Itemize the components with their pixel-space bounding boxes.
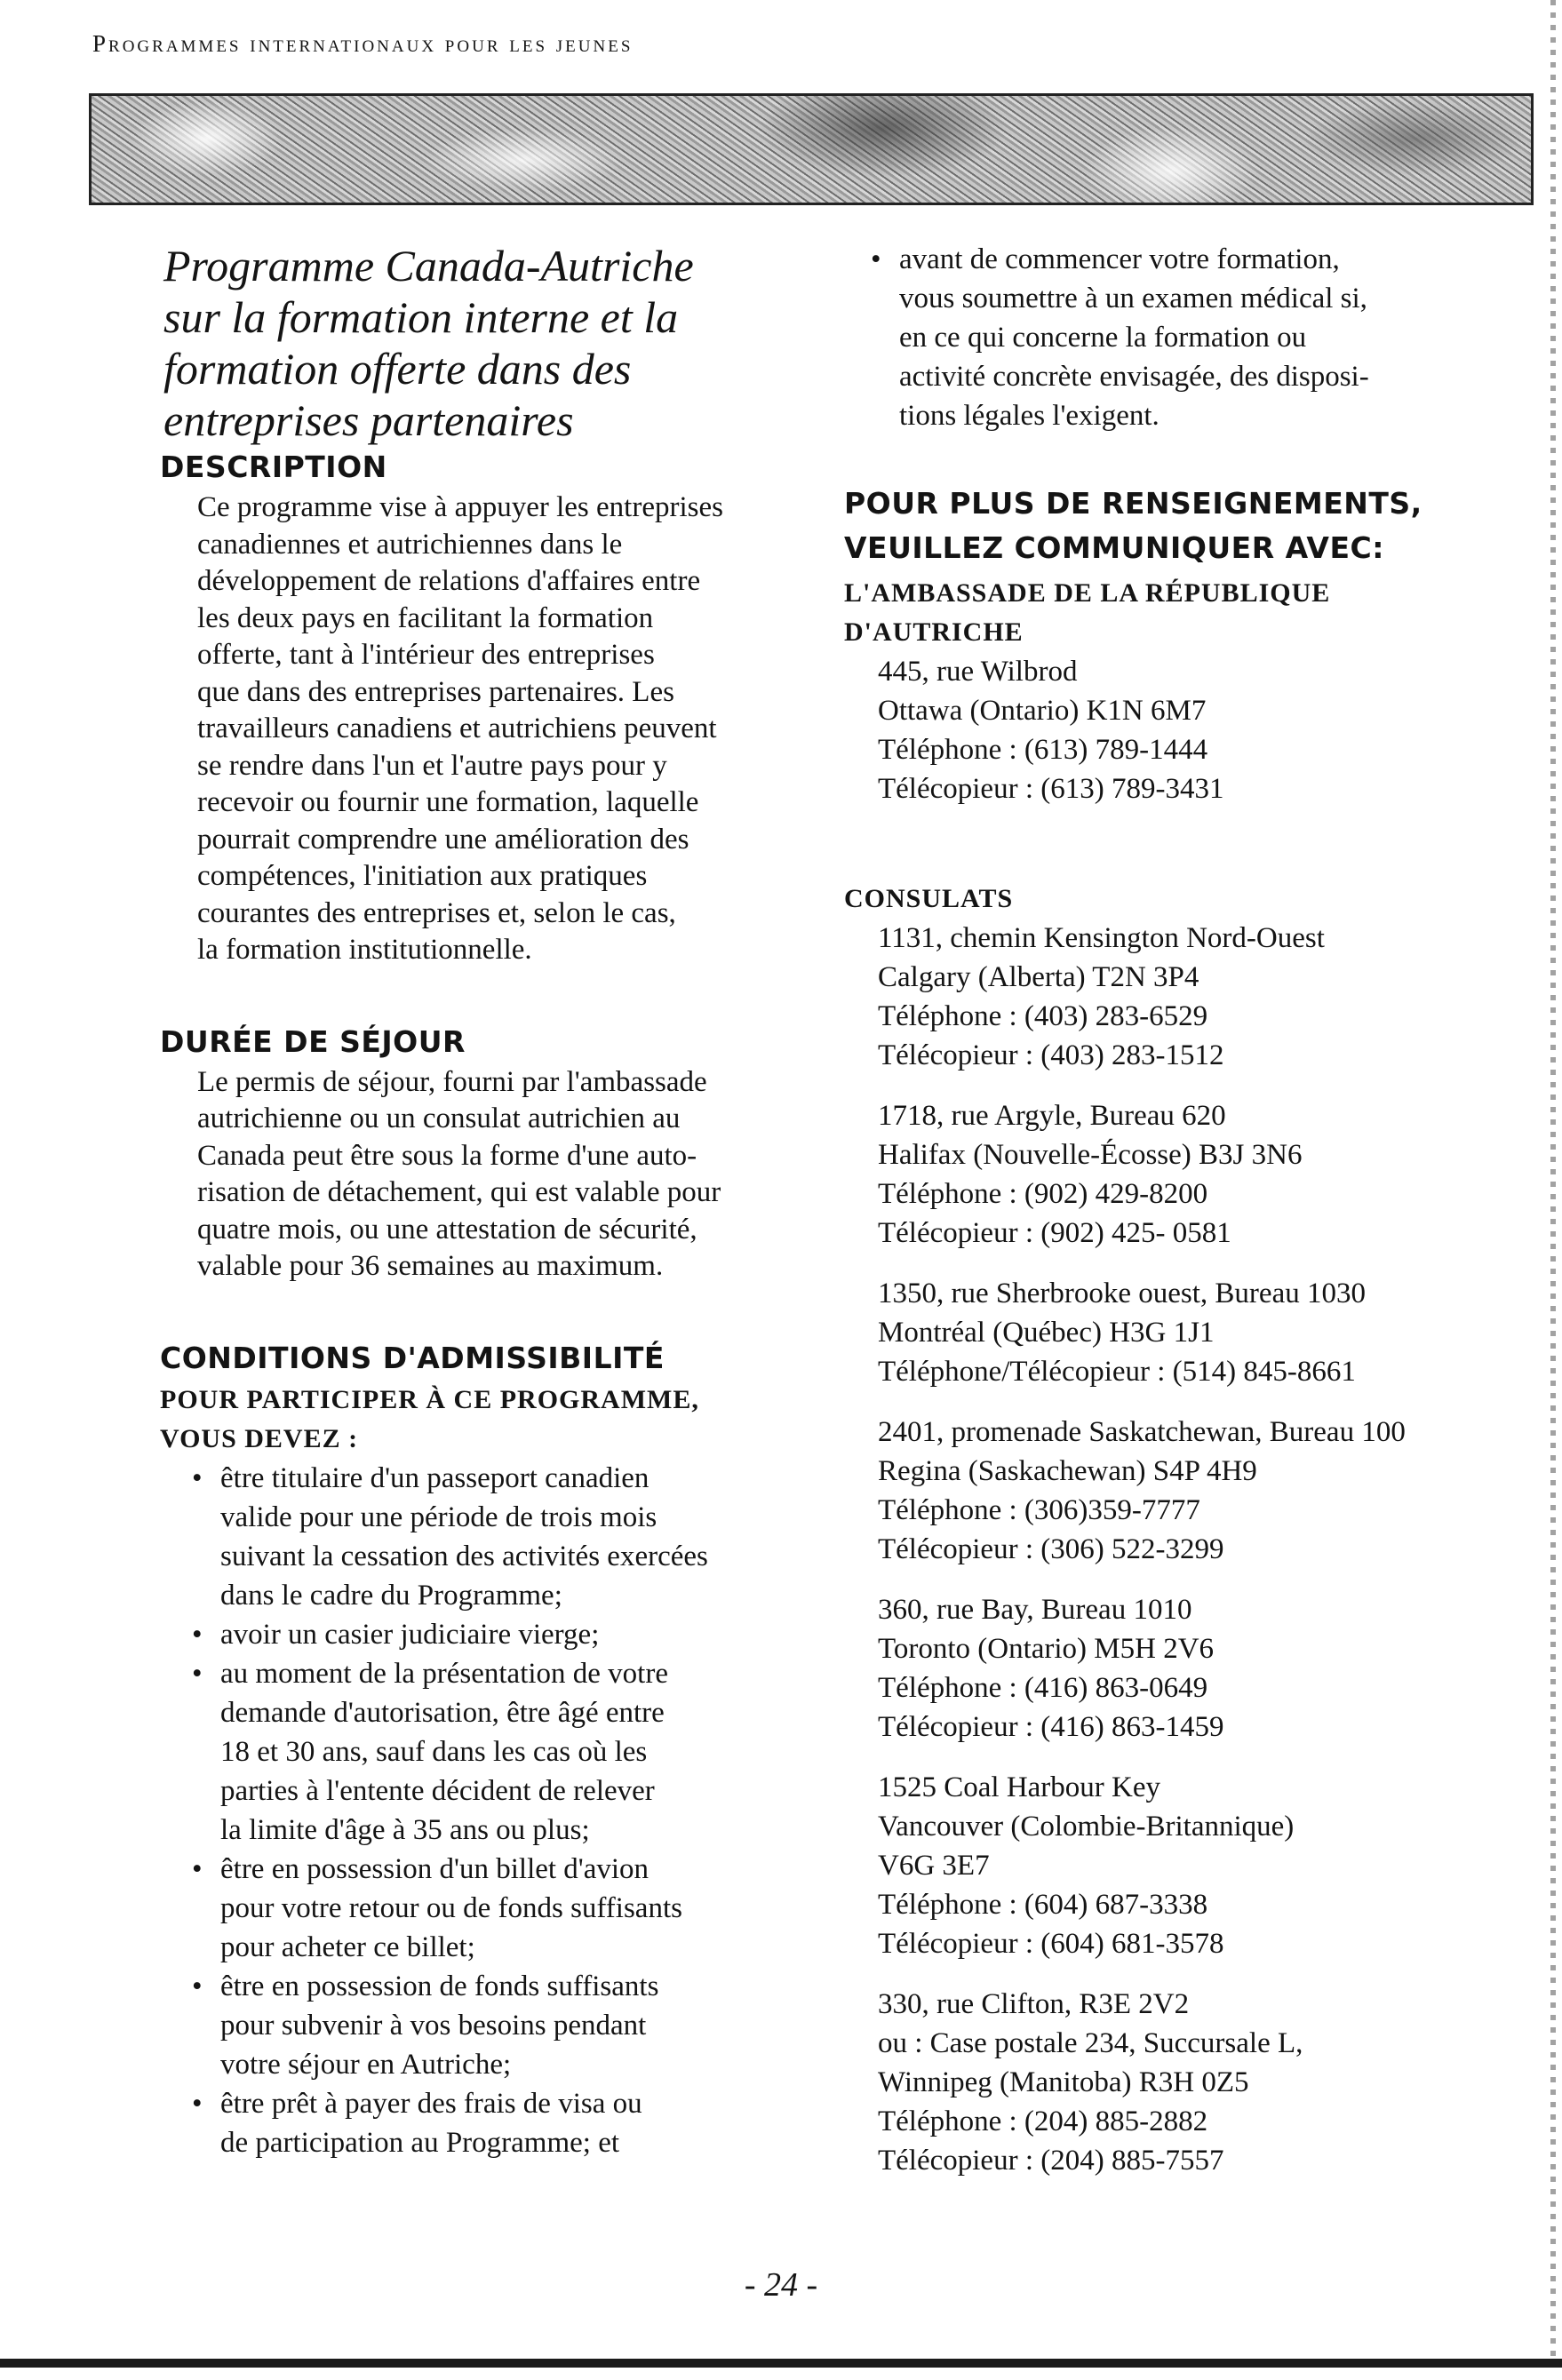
text-line: développement de relations d'affaires entre xyxy=(197,565,701,597)
text-line: dans le cadre du Programme; xyxy=(220,1579,562,1612)
consulate-calgary xyxy=(878,919,1484,1075)
text-line: quatre mois, ou une attestation de sécurité, xyxy=(197,1213,697,1246)
text-line: se rendre dans l'un et l'autre pays pour y xyxy=(197,749,667,782)
list-item xyxy=(192,1967,800,2084)
text-line: travailleurs canadiens et autrichiens peuvent xyxy=(197,712,717,744)
text-line: • être en possession de fonds suffisants xyxy=(220,1970,659,2002)
text-line: vous soumettre à un examen médical si, xyxy=(899,283,1367,314)
text-line: parties à l'entente décident de relever xyxy=(220,1774,655,1807)
text-line: que dans des entreprises partenaires. Les xyxy=(197,675,674,708)
address-line: Winnipeg (Manitoba) R3H 0Z5 xyxy=(878,2066,1249,2098)
text-line: activité concrète envisagée, des disposi- xyxy=(899,361,1369,393)
embassy-address xyxy=(878,652,1484,808)
text-line: • avoir un casier judiciaire vierge; xyxy=(220,1618,600,1651)
address-line: Toronto (Ontario) M5H 2V6 xyxy=(878,1633,1215,1665)
duration-heading: DURÉE DE SÉJOUR xyxy=(160,1023,466,1059)
text-line: les deux pays en facilitant la formation xyxy=(197,601,654,634)
address-line: Télécopieur : (604) 681-3578 xyxy=(878,1928,1224,1960)
address-line: Halifax (Nouvelle-Écosse) B3J 3N6 xyxy=(878,1139,1303,1171)
address-line: 330, rue Clifton, R3E 2V2 xyxy=(878,1988,1190,2020)
address-line: Télécopieur : (204) 885-7557 xyxy=(878,2145,1224,2177)
consulate-montreal xyxy=(878,1274,1484,1391)
text-line: Canada peut être sous la forme d'une auto- xyxy=(197,1139,697,1172)
subheading-line: POUR PARTICIPER À CE PROGRAMME, xyxy=(160,1384,699,1414)
address-line: Téléphone : (613) 789-1444 xyxy=(878,734,1208,766)
description-heading: DESCRIPTION xyxy=(160,450,387,484)
duration-text xyxy=(197,1064,800,1286)
scan-edge xyxy=(1550,0,1556,2363)
running-header: Programmes internationaux pour les jeunes xyxy=(92,30,634,57)
text-line: • être prêt à payer des frais de visa ou xyxy=(220,2087,642,2120)
text-line: • avant de commencer votre formation, xyxy=(899,243,1340,275)
text-line: pour acheter ce billet; xyxy=(220,1930,475,1963)
program-title xyxy=(163,240,800,446)
address-line: Téléphone : (403) 283-6529 xyxy=(878,1000,1208,1032)
contact-heading xyxy=(844,482,1484,570)
address-line: 1350, rue Sherbrooke ouest, Bureau 1030 xyxy=(878,1278,1366,1309)
eligibility-list xyxy=(192,1459,800,2162)
text-line: votre séjour en Autriche; xyxy=(220,2048,512,2081)
subheading-line: VOUS DEVEZ : xyxy=(160,1423,359,1453)
text-line: en ce qui concerne la formation ou xyxy=(899,322,1307,354)
text-line: autrichienne ou un consulat autrichien au xyxy=(197,1102,681,1134)
address-line: Regina (Saskachewan) S4P 4H9 xyxy=(878,1455,1257,1487)
address-line: Téléphone/Télécopieur : (514) 845-8661 xyxy=(878,1356,1356,1388)
text-line: pourrait comprendre une amélioration des xyxy=(197,823,689,856)
address-line: Télécopieur : (416) 863-1459 xyxy=(878,1711,1224,1743)
address-line: Téléphone : (204) 885-2882 xyxy=(878,2105,1208,2137)
consulate-winnipeg xyxy=(878,1985,1484,2180)
address-line: Télécopieur : (403) 283-1512 xyxy=(878,1039,1224,1071)
subheading-line: L'AMBASSADE DE LA RÉPUBLIQUE xyxy=(844,578,1331,608)
text-line: pour votre retour ou de fonds suffisants xyxy=(220,1891,682,1924)
text-line: de participation au Programme; et xyxy=(220,2126,620,2159)
heading-line: VEUILLEZ COMMUNIQUER AVEC: xyxy=(844,530,1384,565)
consulate-toronto xyxy=(878,1590,1484,1747)
description-text xyxy=(197,490,800,969)
page-number: - 24 - xyxy=(744,2266,818,2304)
consulates-heading: CONSULATS xyxy=(844,884,1014,913)
text-line: Ce programme vise à appuyer les entreprises xyxy=(197,491,723,523)
text-line: offerte, tant à l'intérieur des entreprises xyxy=(197,639,655,671)
text-line: suivant la cessation des activités exercées xyxy=(220,1540,708,1572)
text-line: la limite d'âge à 35 ans ou plus; xyxy=(220,1813,590,1846)
address-line: Télécopieur : (613) 789-3431 xyxy=(878,773,1224,805)
list-item xyxy=(871,240,1484,435)
address-line: Ottawa (Ontario) K1N 6M7 xyxy=(878,695,1207,727)
text-line: • être en possession d'un billet d'avion xyxy=(220,1852,650,1885)
text-line: pour subvenir à vos besoins pendant xyxy=(220,2009,647,2042)
list-item xyxy=(192,2084,800,2162)
address-line: V6G 3E7 xyxy=(878,1850,990,1882)
address-line: Calgary (Alberta) T2N 3P4 xyxy=(878,961,1199,993)
address-line: Téléphone : (604) 687-3338 xyxy=(878,1889,1208,1921)
program-title-line: formation offerte dans des xyxy=(163,344,632,394)
bottom-rule xyxy=(0,2359,1562,2368)
text-line: 18 et 30 ans, sauf dans les cas où les xyxy=(220,1735,648,1768)
text-line: • au moment de la présentation de votre xyxy=(220,1657,668,1690)
eligibility-list-continued xyxy=(871,240,1484,435)
address-line: 360, rue Bay, Bureau 1010 xyxy=(878,1594,1192,1626)
consulate-vancouver xyxy=(878,1768,1484,1963)
program-title-line: Programme Canada-Autriche xyxy=(163,241,694,291)
text-line: Le permis de séjour, fourni par l'ambassade xyxy=(197,1065,707,1098)
address-line: 1131, chemin Kensington Nord-Ouest xyxy=(878,922,1325,954)
address-line: Téléphone : (416) 863-0649 xyxy=(878,1672,1208,1704)
address-line: Télécopieur : (902) 425- 0581 xyxy=(878,1217,1231,1249)
embassy-heading xyxy=(844,574,1484,652)
decorative-banner-image xyxy=(89,93,1534,205)
address-line: 2401, promenade Saskatchewan, Bureau 100 xyxy=(878,1416,1406,1448)
text-line: canadiennes et autrichiennes dans le xyxy=(197,528,623,561)
text-line: valable pour 36 semaines au maximum. xyxy=(197,1250,664,1282)
program-title-line: sur la formation interne et la xyxy=(163,292,679,342)
address-line: Montréal (Québec) H3G 1J1 xyxy=(878,1317,1215,1349)
text-line: recevoir ou fournir une formation, laquelle xyxy=(197,786,699,818)
text-line: demande d'autorisation, être âgé entre xyxy=(220,1696,665,1729)
text-line: • être titulaire d'un passeport canadien xyxy=(220,1461,650,1494)
address-line: 1525 Coal Harbour Key xyxy=(878,1771,1161,1803)
list-item xyxy=(192,1459,800,1615)
text-line: la formation institutionnelle. xyxy=(197,934,532,966)
text-line: courantes des entreprises et, selon le cas, xyxy=(197,896,676,929)
list-item xyxy=(192,1850,800,1967)
text-line: tions légales l'exigent. xyxy=(899,400,1160,432)
address-line: ou : Case postale 234, Succursale L, xyxy=(878,2027,1303,2059)
eligibility-heading: CONDITIONS D'ADMISSIBILITÉ xyxy=(160,1340,665,1375)
list-item xyxy=(192,1654,800,1850)
heading-line: POUR PLUS DE RENSEIGNEMENTS, xyxy=(844,486,1423,521)
left-column xyxy=(160,240,800,2162)
address-line: Télécopieur : (306) 522-3299 xyxy=(878,1533,1224,1565)
text-line: valide pour une période de trois mois xyxy=(220,1500,657,1533)
address-line: 1718, rue Argyle, Bureau 620 xyxy=(878,1100,1226,1132)
subheading-line: D'AUTRICHE xyxy=(844,617,1024,647)
consulate-regina xyxy=(878,1413,1484,1569)
right-column xyxy=(844,240,1484,2180)
text-line: risation de détachement, qui est valable pour xyxy=(197,1176,721,1208)
eligibility-subheading xyxy=(160,1381,800,1459)
address-line: 445, rue Wilbrod xyxy=(878,656,1078,688)
program-title-line: entreprises partenaires xyxy=(163,395,574,445)
address-line: Vancouver (Colombie-Britannique) xyxy=(878,1811,1295,1843)
address-line: Téléphone : (902) 429-8200 xyxy=(878,1178,1208,1210)
text-line: compétences, l'initiation aux pratiques xyxy=(197,860,648,892)
consulate-halifax xyxy=(878,1096,1484,1253)
address-line: Téléphone : (306)359-7777 xyxy=(878,1494,1200,1526)
list-item xyxy=(192,1615,800,1654)
